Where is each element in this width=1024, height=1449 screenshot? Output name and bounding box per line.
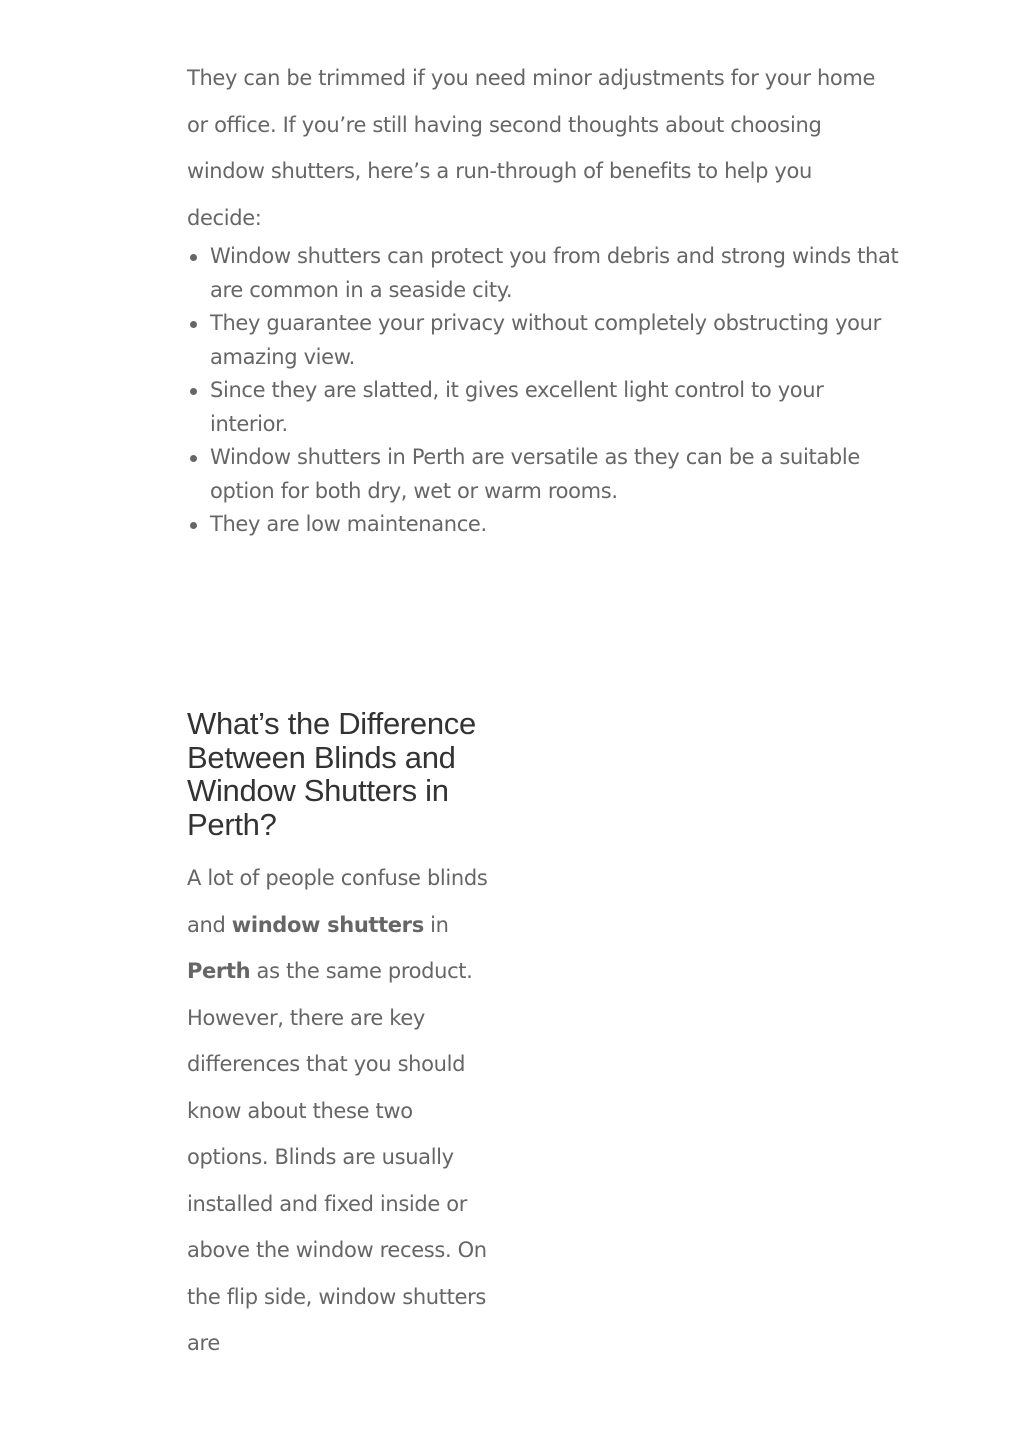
list-item xyxy=(210,307,900,374)
intro-paragraph: They can be trimmed if you need minor adjustments for your home or office. If you’re still having second thoughts about choosing window shutters, here’s a run-through of benefits to help you decide: xyxy=(187,66,876,230)
list-item-text: They are low maintenance. xyxy=(210,512,487,536)
bullet-icon xyxy=(190,522,197,529)
benefits-list xyxy=(187,240,900,542)
body-text-part: A lot of people confuse blinds and xyxy=(187,866,488,937)
list-item xyxy=(210,508,900,542)
list-item-text: They guarantee your privacy without completely obstructing your amazing view. xyxy=(210,311,881,369)
list-item-text: Window shutters in Perth are versatile as they can be a suitable option for both dry, wet or warm rooms. xyxy=(210,445,860,503)
section-paragraph xyxy=(187,855,497,1367)
list-item-text: Window shutters can protect you from debris and strong winds that are common in a seaside city. xyxy=(210,244,899,302)
bullet-icon xyxy=(190,254,197,261)
list-item-text: Since they are slatted, it gives excellent light control to your interior. xyxy=(210,378,824,436)
bullet-icon xyxy=(190,455,197,462)
list-item xyxy=(210,240,900,307)
bullet-icon xyxy=(190,321,197,328)
body-bold-text: Perth xyxy=(187,959,251,983)
list-item xyxy=(210,374,900,441)
body-bold-text: window shutters xyxy=(231,912,424,937)
body-text-part: as the same product. However, there are key differences that you should know about these two options. Blinds are usually installed and fixed inside or above the window recess. On the flip side, window shutters are xyxy=(187,959,487,1355)
list-item xyxy=(210,441,900,508)
body-text-part: in xyxy=(423,912,449,937)
section-heading: What’s the Difference Between Blinds and Window Shutters in Perth? xyxy=(187,706,476,842)
bullet-icon xyxy=(190,388,197,395)
